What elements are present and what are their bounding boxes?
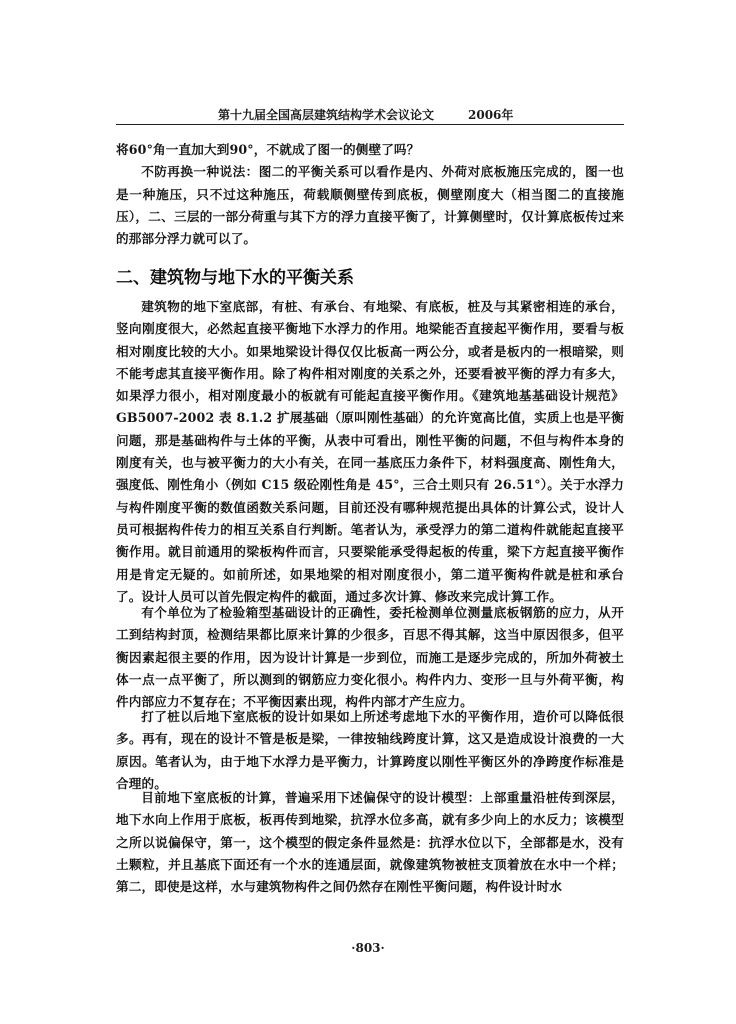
paragraph-continuation: 将60°角一直加大到90°，不就成了图一的侧壁了吗？ [116, 142, 420, 157]
section-paragraph-2 [116, 602, 624, 713]
header-title: 第十九届全国高层建筑结构学术会议论文 [218, 108, 435, 122]
paragraph: 不防再换一种说法：图二的平衡关系可以看作是内、外荷对底板施压完成的，图一也是一种施压，只不过这种施压，荷载顺侧壁传到底板，侧壁刚度大（相当图二的直接施压），二、三层的一部分荷重与其下方的浮力直接平衡了，计算侧壁时，仅计算底板传过来的那部分浮力就可以了。 [116, 164, 624, 247]
paragraph: 建筑物的地下室底部，有桩、有承台、有地梁、有底板，桩及与其紧密相连的承台，竖向刚度很大，必然起直接平衡地下水浮力的作用。地梁能否直接起平衡作用，要看与板相对刚度比较的大小。如果地梁设计得仅仅比板高一两公分，或者是板内的一根暗梁，则不能考虑其直接平衡作用。除了构件相对刚度的关系之外，还要看被平衡的浮力有多大，如果浮力很小，相对刚度最小的板就有可能起直接平衡作用。《建筑地基基础设计规范》GB5007-2002 表 8.1.2 扩展基础（原叫刚性基础）的允许宽高比值，实质上也是平衡问题，那是基础构件与土体的平衡，从表中可看出，刚性平衡的问题，不但与构件本身的刚度有关，也与被平衡力的大小有关，在同一基底压力条件下，材料强度高、刚性角大，强度低、刚性角小（例如 C15 级砼刚性角是 45°，三合土则只有 26.51°）。关于水浮力与构件刚度平衡的数值函数关系问题，目前还没有哪种规范提出具体的计算公式，设计人员可根据构件传力的相互关系自行判断。笔者认为，承受浮力的第二道构件就能起直接平衡作用。就目前通用的梁板构件而言，只要梁能承受得起板的传重，梁下方起直接平衡作用是肯定无疑的。如前所述，如果地梁的相对刚度很小，第二道平衡构件就是桩和承台了。设计人员可以首先假定构件的截面，通过多次计算、修改来完成计算工作。 [116, 299, 624, 604]
section-paragraph-4 [116, 787, 624, 898]
paragraph: 打了桩以后地下室底板的设计如果如上所述考虑地下水的平衡作用，造价可以降低很多。再有，现在的设计不管是板是梁，一律按轴线跨度计算，这又是造成设计浪费的一大原因。笔者认为，由于地下水浮力是平衡力，计算跨度以刚性平衡区外的净跨度作标准是合理的。 [116, 709, 624, 791]
header-rule [116, 124, 624, 125]
running-header [116, 106, 624, 124]
section-heading: 二、建筑物与地下水的平衡关系 [116, 268, 354, 288]
intro-text-block [116, 139, 624, 250]
header-year: 2006年 [468, 108, 514, 122]
section-paragraph-3 [116, 706, 624, 795]
paragraph: 有个单位为了检验箱型基础设计的正确性，委托检测单位测量底板钢筋的应力，从开工到结构封顶，检测结果都比原来计算的少很多，百思不得其解，这当中原因很多，但平衡因素起很主要的作用，因为设计计算是一步到位，而施工是逐步完成的，所加外荷被土体一点一点平衡了，所以测到的钢筋应力变化很小。构件内力、变形一旦与外荷平衡，构件内部应力不复存在；不平衡因素出现，构件内部才产生应力。 [116, 605, 624, 710]
page-number: ·803· [351, 941, 385, 955]
section-paragraph-1 [116, 296, 624, 608]
paragraph: 目前地下室底板的计算，普遍采用下述偏保守的设计模型：上部重量沿桩传到深层，地下水向上作用于底板，板再传到地梁，抗浮水位多高，就有多少向上的水反力；该模型之所以说偏保守，第一，这个模型的假定条件显然是：抗浮水位以下，全部都是水，没有土颗粒，并且基底下面还有一个水的连通层面，就像建筑物被桩支顶着放在水中一个样；第二，即使是这样，水与建筑物构件之间仍然存在刚性平衡问题，构件设计时水 [116, 790, 624, 895]
